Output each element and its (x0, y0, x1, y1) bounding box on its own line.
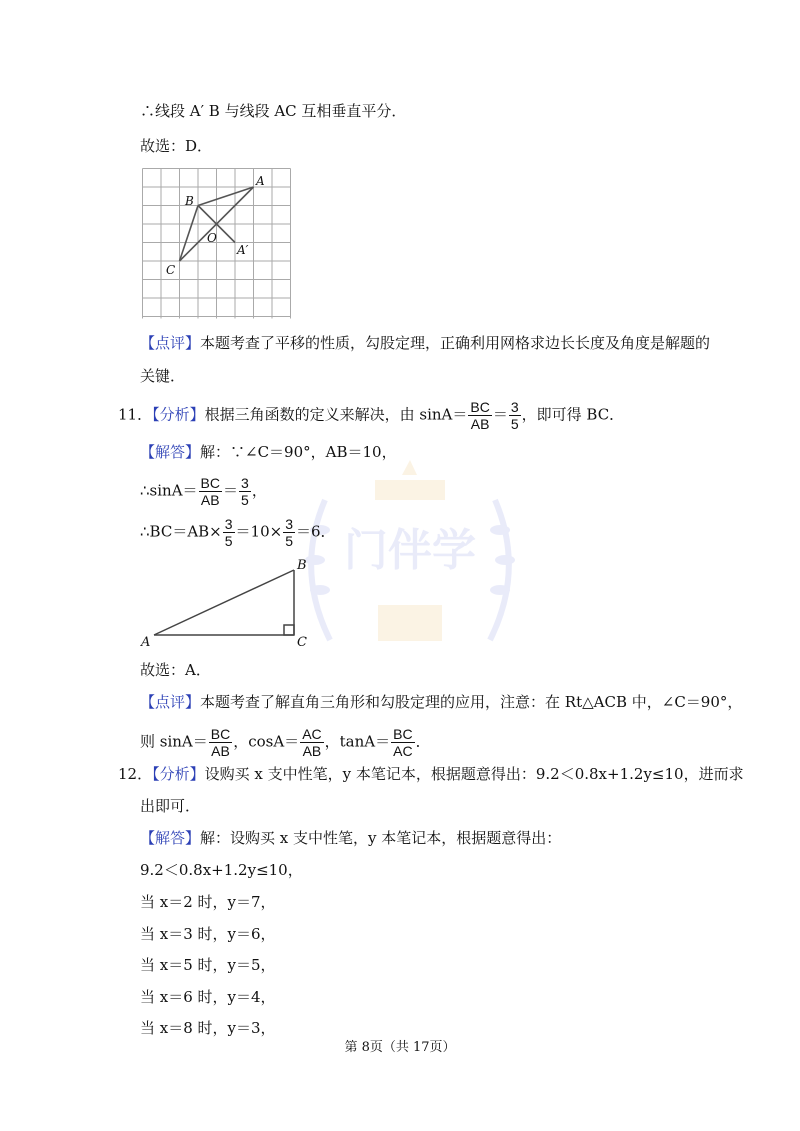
fig1-label-b: B (185, 194, 194, 208)
q12-case: 当 x＝8 时，y＝3， (140, 1019, 276, 1037)
comment-11: 【点评】本题考查了解直角三角形和勾股定理的应用，注意：在 Rt△ACB 中，∠C＝90°， (140, 693, 743, 711)
q12-answer-1: 【解答】解：设购买 x 支中性笔，y 本笔记本，根据题意得出： (140, 829, 562, 847)
q12-case: 当 x＝3 时，y＝6， (140, 925, 276, 943)
fig1-label-a: A (256, 174, 265, 188)
comment-10-cont: 关键． (140, 367, 186, 385)
q12-case: 当 x＝5 时，y＝5， (140, 956, 276, 974)
fig2-label-c: C (297, 635, 307, 650)
fig1-label-c: C (166, 263, 176, 277)
watermark-text: 门伴学 (344, 525, 476, 576)
q12-analysis-cont: 出即可． (140, 797, 201, 815)
q12-analysis: 12．【分析】设购买 x 支中性笔，y 本笔记本，根据题意得出：9.2＜0.8x+1.2y≤10，进而求 (118, 765, 744, 783)
comment-11-formulas: 则 sinA＝ $\frac{BC}{AB}$ ，cosA＝ $\frac{AC}{AB}$ ，tanA＝ $\frac{BC}{AC}$ ． (140, 726, 431, 759)
q11-choice: 故选：A． (140, 661, 211, 679)
watermark-logo (290, 440, 530, 690)
q12-case: 当 x＝2 时，y＝7， (140, 893, 276, 911)
page-footer: 第 8页（共 17页） (344, 1040, 456, 1055)
q11-answer-1: 【解答】解：∵∠C＝90°，AB＝10， (140, 443, 397, 461)
fig2-label-b: B (297, 558, 307, 573)
comment-10: 【点评】本题考查了平移的性质，勾股定理，正确利用网格求边长长度及角度是解题的 (140, 334, 711, 352)
q11-answer-3: ∴BC＝AB× $\frac{3}{5}$ ＝10× $\frac{3}{5}$ ＝6． (140, 516, 336, 549)
q12-inequality: 9.2＜0.8x+1.2y≤10， (140, 861, 303, 879)
fig2-label-a: A (141, 635, 151, 650)
line-conclusion: ∴线段 A′ B 与线段 AC 互相垂直平分． (140, 102, 407, 120)
q11-answer-2: ∴sinA＝ $\frac{BC}{AB}$ ＝ $\frac{3}{5}$ ， (140, 475, 267, 508)
q11-analysis: 11．【分析】根据三角函数的定义来解决，由 sinA＝ $\frac{BC}{AB}$ ＝ $\frac{3}{5}$ ，即可得 BC． (118, 399, 625, 432)
fig1-label-o: O (207, 231, 217, 245)
fig1-label-a-prime: A′ (237, 243, 249, 257)
grid-figure (142, 168, 292, 320)
triangle-figure (138, 554, 318, 654)
comment-tag: 【点评】 (140, 334, 201, 352)
q12-case: 当 x＝6 时，y＝4， (140, 988, 276, 1006)
line-choice-d: 故选：D． (140, 137, 213, 155)
